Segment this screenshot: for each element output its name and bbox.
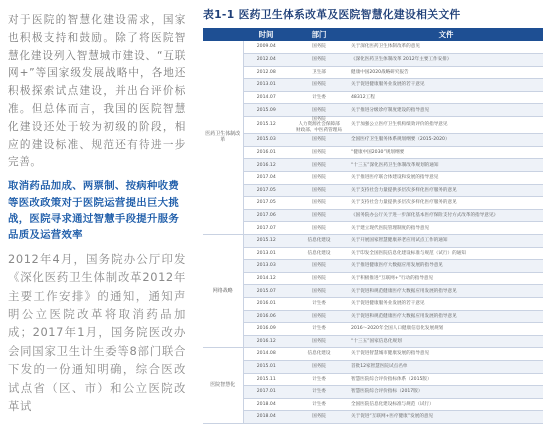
document-cell: 关于促进和规范健康医疗大数据应用发展的指导意见: [349, 310, 543, 323]
table-caption: 医药卫生体系改革及医院智慧化建设相关文件: [238, 8, 461, 21]
time-cell: 2018.04: [243, 411, 289, 424]
document-cell: 关于促进健康服务业发展的若干意见: [349, 298, 543, 311]
table-row: [203, 386, 543, 399]
document-cell: “十三五”国家信息化规划: [349, 335, 543, 348]
table-row: [203, 285, 543, 298]
document-cell: “十三五”深化医药卫生体制改革规划的通知: [349, 159, 543, 172]
intro-paragraph: 对于医院的智慧化建设需求，国家也积极支持和鼓励。除了将医院智慧化建设列入智慧城市建设、“互联网+”等国家级发展战略中，各地还积极探索试点建设，并出台评价标准。但总体而言，我国的医院智慧化建设还处于较为初级的阶段，相应的建设标准、规范还有待进一步完善。: [8, 14, 186, 169]
table-row: [203, 117, 543, 134]
table-row: [203, 197, 543, 210]
table-row: [203, 79, 543, 92]
table-row: [203, 260, 543, 273]
dept-cell: 信息化建设: [289, 247, 349, 260]
table-row: [203, 348, 543, 361]
document-cell: 关于加强公立医疗卫生机构绩效评价的指导意见: [349, 117, 543, 134]
time-cell: 2013.03: [243, 260, 289, 273]
document-cell: 2016～2020年全国人口健康信息化发展规划: [349, 323, 543, 336]
time-cell: 2015.03: [243, 134, 289, 147]
dept-cell: 计生委: [289, 91, 349, 104]
dept-cell: 国务院: [289, 360, 349, 373]
time-cell: 2016.01: [243, 298, 289, 311]
table-row: [203, 373, 543, 386]
table-row: [203, 172, 543, 185]
document-cell: 关于建立现代医院管理制度的指导意见: [349, 222, 543, 235]
time-cell: 2017.07: [243, 222, 289, 235]
table-section: [203, 8, 543, 424]
dept-cell: 国务院: [289, 41, 349, 54]
table-row: [203, 398, 543, 411]
table-header-row: [203, 28, 543, 41]
section-heading: 取消药品加成、两票制、按病种收费等医改政策对于医院运营提出巨大挑战，医院寻求通过智慧手段提升服务品质及运营效率: [8, 180, 180, 242]
table-row: [203, 209, 543, 222]
document-cell: 全国医疗卫生服务体系规划纲要（2015-2020）: [349, 134, 543, 147]
dept-cell: 国务院: [289, 260, 349, 273]
dept-cell: 国务院: [289, 134, 349, 147]
time-cell: 2015.01: [243, 360, 289, 373]
time-cell: 2012.04: [243, 54, 289, 67]
document-cell: 关于推进健康医疗大数据应用发展的指导意见: [349, 260, 543, 273]
table-row: [203, 54, 543, 67]
document-cell: 关于开展国家智慧健康养老应用试点工作的通知: [349, 235, 543, 248]
table-row: [203, 41, 543, 54]
dept-cell: 信息化建设: [289, 235, 349, 248]
dept-cell: 国务院: [289, 79, 349, 92]
header-category: [203, 28, 243, 41]
time-cell: 2016.09: [243, 323, 289, 336]
document-cell: 关于积极推进“互联网+”行动的指导意见: [349, 272, 543, 285]
dept-cell: 国务院: [289, 310, 349, 323]
time-cell: 2015.12: [243, 235, 289, 248]
document-cell: 《深化医药卫生体制改革 2012年主要工作安排》: [349, 54, 543, 67]
time-cell: 2018.04: [243, 398, 289, 411]
dept-cell: 国务院: [289, 411, 349, 424]
dept-cell: 信息化建设: [289, 348, 349, 361]
time-cell: 2013.01: [243, 247, 289, 260]
document-cell: 智慧医院综合评价指标体系（2015版）: [349, 373, 543, 386]
table-row: [203, 411, 543, 424]
time-cell: 2016.12: [243, 335, 289, 348]
document-cell: 健康中国2020战略研究报告: [349, 66, 543, 79]
table-row: [203, 159, 543, 172]
table-row: [203, 104, 543, 117]
header-doc: 文件: [349, 28, 543, 41]
table-row: [203, 298, 543, 311]
time-cell: 2012.08: [243, 66, 289, 79]
header-time: 时间: [243, 28, 289, 41]
time-cell: 2014.07: [243, 91, 289, 104]
document-cell: 关于支持社会力量提供多层次多样化医疗服务的意见: [349, 197, 543, 210]
table-row: [203, 91, 543, 104]
time-cell: 2013.01: [243, 79, 289, 92]
table-row: [203, 134, 543, 147]
table-row: [203, 247, 543, 260]
dept-cell: 国务院: [289, 104, 349, 117]
body-paragraph: 2012年4月，国务院办公厅印发《深化医药卫生体制改革2012年主要工作安排》的通知，通知声明公立医院改革将取消药品加成；2017年1月，国务院医改办会同国家卫生计生委等8部门联合下发的一份通知明确，综合医改试点省（区、市）和公立医院改革试: [8, 251, 186, 414]
dept-cell: 国务院: [289, 209, 349, 222]
table-row: [203, 66, 543, 79]
time-cell: 2015.07: [243, 285, 289, 298]
policy-documents-table: [203, 28, 543, 424]
header-dept: 部门: [289, 28, 349, 41]
time-cell: 2017.01: [243, 386, 289, 399]
document-cell: 关于深化医药卫生体制改革的意见: [349, 41, 543, 54]
dept-cell: 国务院: [289, 54, 349, 67]
table-row: [203, 222, 543, 235]
table-row: [203, 184, 543, 197]
document-cell: 全国医院信息化建设标准与规范（试行）: [349, 398, 543, 411]
dept-cell: 国务院: [289, 159, 349, 172]
table-number: 表1-1: [203, 8, 235, 21]
table-row: [203, 310, 543, 323]
time-cell: 2017.06: [243, 209, 289, 222]
time-cell: 2017.04: [243, 172, 289, 185]
document-cell: 《国务院办公厅关于进一步深化基本医疗保险支付方式改革的指导意见》: [349, 209, 543, 222]
dept-cell: 计生委: [289, 398, 349, 411]
time-cell: 2016.01: [243, 146, 289, 159]
document-cell: 关于支持社会力量提供多层次多样化医疗服务的意见: [349, 184, 543, 197]
dept-cell: 国务院: [289, 197, 349, 210]
table-row: [203, 146, 543, 159]
time-cell: 2016.06: [243, 310, 289, 323]
document-cell: 关于推进医疗联合体建设和发展的指导意见: [349, 172, 543, 185]
dept-cell: 卫生部: [289, 66, 349, 79]
document-cell: 关于促进和规范健康医疗大数据应用发展的指导意见: [349, 285, 543, 298]
table-title: [203, 8, 543, 28]
time-cell: 2015.12: [243, 117, 289, 134]
time-cell: 2015.09: [243, 104, 289, 117]
dept-cell: 计生委: [289, 298, 349, 311]
dept-cell: 计生委: [289, 386, 349, 399]
category-cell: 网络战略: [203, 235, 243, 348]
document-cell: 关于推进分级诊疗制度建设的指导意见: [349, 104, 543, 117]
time-cell: 2014.12: [243, 272, 289, 285]
dept-cell: 国务院: [289, 222, 349, 235]
category-cell: 医药卫生体制改革: [203, 41, 243, 235]
table-row: [203, 335, 543, 348]
dept-cell: 国务院 人力资源社会保障部 财政部、中医药管理局: [289, 117, 349, 134]
dept-cell: 国务院: [289, 272, 349, 285]
document-cell: “健康中国2030”规划纲要: [349, 146, 543, 159]
document-cell: 关于促进健康服务业发展的若干意见: [349, 79, 543, 92]
table-row: [203, 235, 543, 248]
document-cell: 48312工程: [349, 91, 543, 104]
time-cell: 2009.04: [243, 41, 289, 54]
dept-cell: 国务院: [289, 335, 349, 348]
document-cell: 关于促进“互联网+医疗健康”发展的意见: [349, 411, 543, 424]
left-text-column: [8, 12, 186, 415]
dept-cell: 国务院: [289, 172, 349, 185]
time-cell: 2016.12: [243, 159, 289, 172]
dept-cell: 国务院: [289, 285, 349, 298]
table-row: [203, 323, 543, 336]
dept-cell: 国务院: [289, 184, 349, 197]
document-cell: 关于印发全国医院信息化建设标准与规范（试行）的通知: [349, 247, 543, 260]
dept-cell: 国务院: [289, 146, 349, 159]
dept-cell: 计生委: [289, 373, 349, 386]
time-cell: 2014.08: [243, 348, 289, 361]
time-cell: 2017.05: [243, 197, 289, 210]
document-cell: 智慧医院综合评价指标（2017版）: [349, 386, 543, 399]
dept-cell: 计生委: [289, 323, 349, 336]
category-cell: 医院智慧化: [203, 348, 243, 424]
time-cell: 2015.11: [243, 373, 289, 386]
table-body: [203, 41, 543, 423]
time-cell: 2017.05: [243, 184, 289, 197]
table-row: [203, 272, 543, 285]
table-row: [203, 360, 543, 373]
document-cell: 首批12家智慧医院试点名单: [349, 360, 543, 373]
document-cell: 关于促进智慧城市健康发展的指导意见: [349, 348, 543, 361]
